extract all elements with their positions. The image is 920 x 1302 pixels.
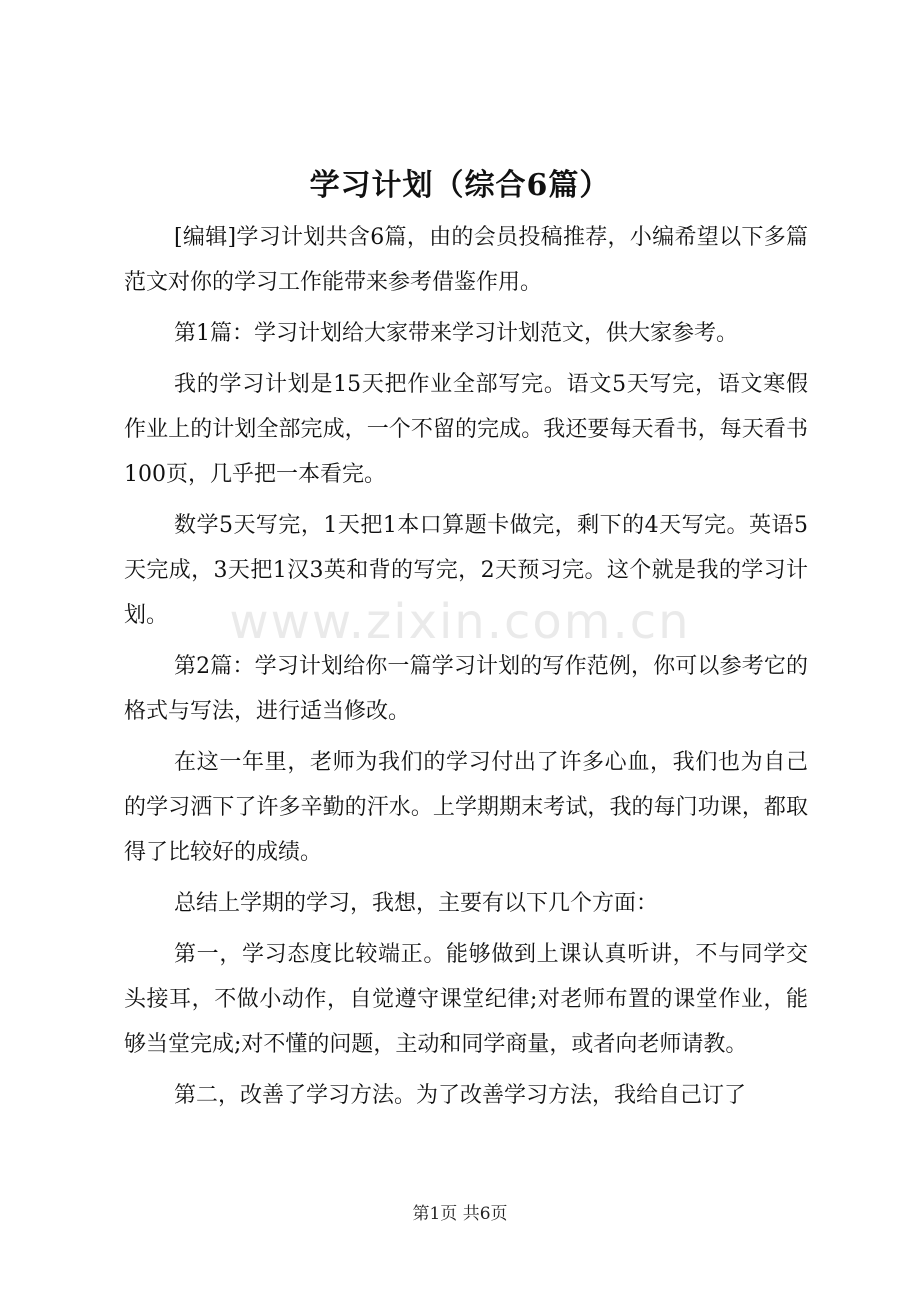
paragraph-plan-math-english: 数学5天写完，1天把1本口算题卡做完，剩下的4天写完。英语5天完成，3天把1汉3英和背的写完，2天预习完。这个就是我的学习计划。 <box>124 513 808 628</box>
watermark-text: www.zixin.com.cn <box>229 594 691 650</box>
paragraph-part2-heading: 第2篇：学习计划给你一篇学习计划的写作范例，你可以参考它的格式与写法，进行适当修改。 <box>124 654 808 724</box>
paragraph-intro: [编辑]学习计划共含6篇，由的会员投稿推荐，小编希望以下多篇范文对你的学习工作能带来参考借鉴作用。 <box>124 225 808 295</box>
paragraph-summary-intro: 总结上学期的学习，我想，主要有以下几个方面： <box>174 891 659 916</box>
document-title: 学习计划（综合6篇） <box>309 168 611 203</box>
page-footer: 第1页 共6页 <box>412 1204 508 1224</box>
paragraph-plan-chinese: 我的学习计划是15天把作业全部写完。语文5天写完，语文寒假作业上的计划全部完成，一个不留的完成。我还要每天看书，每天看书100页，几乎把一本看完。 <box>124 372 808 487</box>
paragraph-year-review: 在这一年里，老师为我们的学习付出了许多心血，我们也为自己的学习洒下了许多辛勤的汗水。上学期期末考试，我的每门功课，都取得了比较好的成绩。 <box>124 750 808 865</box>
paragraph-point-two: 第二，改善了学习方法。为了改善学习方法，我给自己订了 <box>174 1083 747 1108</box>
document-body <box>124 215 808 1118</box>
paragraph-point-one: 第一，学习态度比较端正。能够做到上课认真听讲，不与同学交头接耳，不做小动作，自觉遵守课堂纪律;对老师布置的课堂作业，能够当堂完成;对不懂的问题，主动和同学商量，或者向老师请教。 <box>124 942 808 1057</box>
paragraph-part1-heading: 第1篇：学习计划给大家带来学习计划范文，供大家参考。 <box>174 321 738 346</box>
